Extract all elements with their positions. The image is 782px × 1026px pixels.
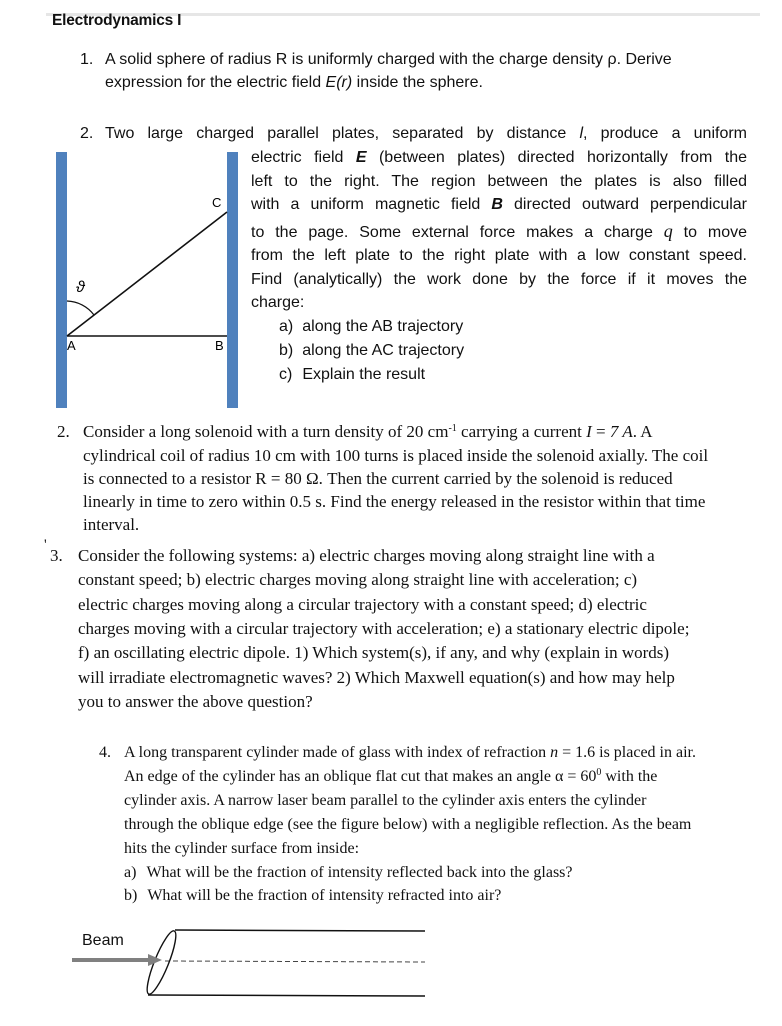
field-variable: E(r): [325, 74, 353, 91]
problem-4-line-2: An edge of the cylinder has an oblique flat cut that makes an angle $\alpha = 60^0$ with the: [124, 767, 658, 785]
problem-4-line-4: through the oblique edge (see the figure below) with a negligible reflection. As the beam: [124, 816, 692, 833]
cylinder-axis: [165, 961, 425, 962]
problem-2-number: 2.: [80, 125, 94, 142]
problem-2-line-4: with a uniform magnetic field B directed outward perpendicular: [251, 196, 747, 213]
right-plate: [227, 152, 238, 408]
problem-2-subitem-b: b) along the AC trajectory: [279, 342, 465, 359]
point-label-c: C: [212, 195, 222, 210]
problem-4-line-5: hits the cylinder surface from inside:: [124, 840, 360, 857]
problem-4-subitem-a: a) What will be the fraction of intensity reflected back into the glass?: [124, 864, 573, 881]
page-title: Electrodynamics I: [52, 12, 182, 29]
problem-2-subitem-a: a) along the AB trajectory: [279, 318, 464, 335]
problem-2b-line-5: interval.: [83, 515, 140, 534]
point-label-a: A: [67, 338, 76, 353]
problem-2b-line-4: linearly in time to zero within 0.5 s. Find the energy released in the resistor within that time: [83, 492, 706, 511]
problem-4-line-3: cylinder axis. A narrow laser beam parallel to the cylinder axis enters the cylinder: [124, 792, 647, 809]
problem-3-line-6: will irradiate electromagnetic waves? 2) Which Maxwell equation(s) and how may help: [78, 668, 675, 687]
problem-3-line-1: Consider the following systems: a) electric charges moving along straight line with a: [78, 546, 655, 565]
problem-1-line-1: A solid sphere of radius R is uniformly charged with the charge density ρ. Derive: [105, 51, 672, 68]
cylinder-top-edge: [175, 930, 425, 931]
problem-2b-line-2: cylindrical coil of radius 10 cm with 100 turns is placed inside the solenoid axially. The coil: [83, 446, 709, 465]
trajectory-ac: [67, 212, 227, 336]
problem-3-number: 3.: [50, 546, 63, 565]
problem-3-line-5: f) an oscillating electric dipole. 1) Which system(s), if any, and why (explain in words): [78, 643, 670, 662]
problem-2-line-1: Two large charged parallel plates, separated by distance l, produce a uniform: [105, 125, 748, 142]
beam-label: Beam: [82, 932, 124, 949]
problem-3-line-4: charges moving with a circular trajectory with acceleration; e) a stationary electric dipole;: [78, 619, 690, 638]
problem-3-line-7: you to answer the above question?: [78, 692, 313, 711]
cylinder-bottom-edge: [148, 995, 425, 996]
problem-2-line-6: from the left plate to the right plate with a low constant speed.: [251, 247, 747, 264]
problem-2-line-8: charge:: [251, 294, 305, 311]
beam-arrow-head: [148, 954, 162, 966]
problem-2-line-2: electric field E (between plates) directed horizontally from the: [251, 149, 748, 166]
problem-1-number: 1.: [80, 51, 94, 68]
problem-2-subitem-c: c) Explain the result: [279, 366, 426, 383]
left-plate: [56, 152, 67, 408]
problem-4-line-1: A long transparent cylinder made of glass with index of refraction n = 1.6 is placed in air.: [124, 744, 696, 761]
problem-2-line-5: to the page. Some external force makes a charge q to move: [251, 221, 748, 241]
problem-3-line-2: constant speed; b) electric charges moving along straight line with acceleration; c): [78, 570, 638, 589]
point-label-b: B: [215, 338, 224, 353]
problem-4-number: 4.: [99, 744, 111, 761]
stray-mark: ': [44, 537, 47, 553]
parallel-plates-figure: [50, 150, 250, 410]
problem-2-line-3: left to the right. The region between the plates is also filled: [251, 173, 747, 190]
problem-1-line-2: expression for the electric field E(r) inside the sphere.: [105, 74, 483, 91]
problem-2b-line-1: Consider a long solenoid with a turn density of 20 $cm^{-1}$ carrying a current I = 7 A. A: [83, 422, 653, 441]
problem-4-subitem-b: b) What will be the fraction of intensity refracted into air?: [124, 887, 502, 904]
angle-arc: [67, 301, 94, 315]
problem-3-line-3: electric charges moving along a circular trajectory with a constant speed; d) electric: [78, 595, 647, 614]
angle-label-theta: ϑ: [76, 279, 85, 296]
problem-2-line-7: Find (analytically) the work done by the force if it moves the: [251, 271, 747, 288]
problem-2b-number: 2.: [57, 422, 70, 441]
problem-2b-line-3: is connected to a resistor R = 80 Ω. Then the current carried by the solenoid is reduced: [83, 469, 673, 488]
cylinder-figure: [70, 920, 440, 1010]
